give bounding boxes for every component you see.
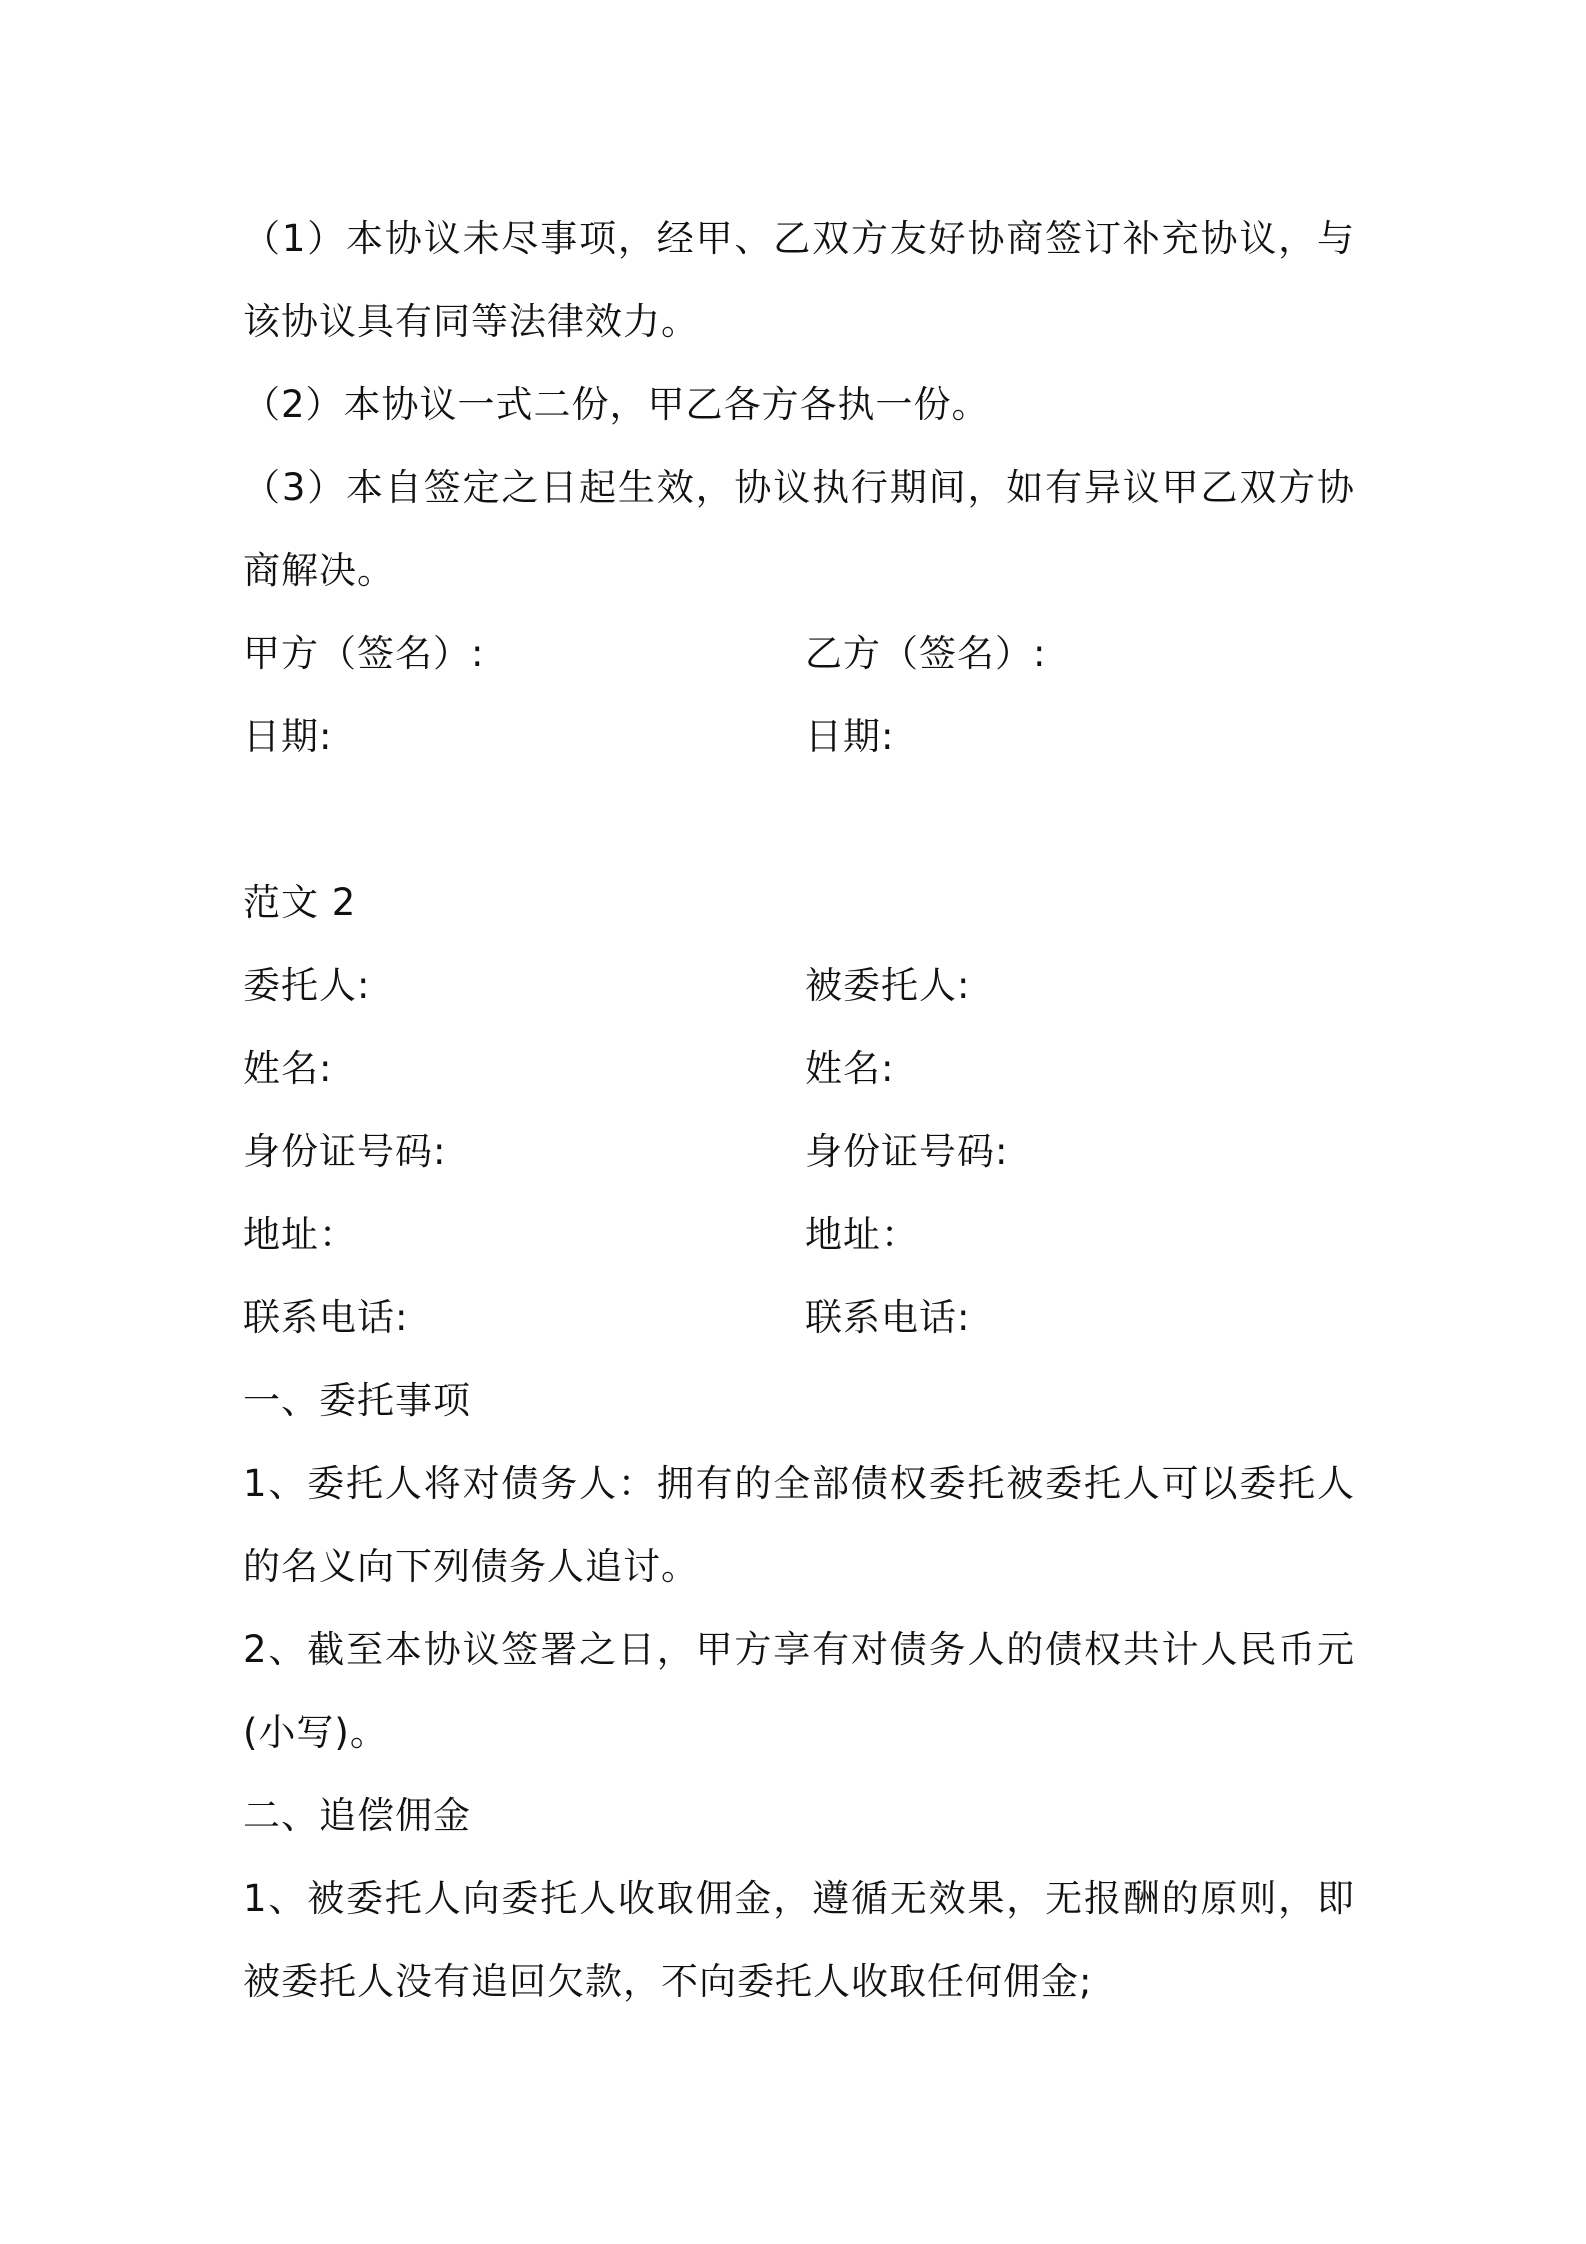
principal-phone-label: 联系电话: [243, 1296, 409, 1339]
agent-phone-label: 联系电话: [805, 1296, 971, 1339]
principal-address-label: 地址： [243, 1213, 357, 1256]
heading-commission: 二、追偿佣金 [243, 1794, 471, 1837]
section2-item-1: 1、被委托人向委托人收取佣金，遵循无效果，无报酬的原则，即被委托人没有追回欠款，不向委托人收取任何佣金; [243, 1877, 1355, 2003]
principal-name-label: 姓名: [243, 1047, 333, 1090]
agent-name-label: 姓名: [805, 1047, 895, 1090]
party-b-sign-label: 乙方（签名）: [805, 632, 1047, 675]
date-b-label: 日期: [805, 715, 895, 758]
form-row-principal [243, 944, 1355, 1027]
form-row-phone [243, 1276, 1355, 1359]
form-row-name [243, 1027, 1355, 1110]
agent-label: 被委托人: [805, 964, 971, 1007]
clause-3: （3）本自签定之日起生效，协议执行期间，如有异议甲乙双方协商解决。 [243, 466, 1355, 592]
principal-id-label: 身份证号码: [243, 1130, 447, 1173]
date-row [243, 695, 1355, 778]
clause-1: （1）本协议未尽事项，经甲、乙双方友好协商签订补充协议，与该协议具有同等法律效力。 [243, 217, 1355, 343]
section-title: 范文 2 [243, 881, 357, 924]
document-body [243, 197, 1355, 2023]
clause-2: （2）本协议一式二份，甲乙各方各执一份。 [243, 383, 990, 426]
date-a-label: 日期: [243, 715, 333, 758]
agent-address-label: 地址： [805, 1213, 919, 1256]
form-row-address [243, 1193, 1355, 1276]
section1-item-1: 1、委托人将对债务人：拥有的全部债权委托被委托人可以委托人的名义向下列债务人追讨。 [243, 1462, 1355, 1588]
signature-row [243, 612, 1355, 695]
principal-label: 委托人: [243, 964, 371, 1007]
form-row-id [243, 1110, 1355, 1193]
heading-entrusted-matters: 一、委托事项 [243, 1379, 471, 1422]
spacer [243, 778, 1355, 861]
party-a-sign-label: 甲方（签名）: [243, 632, 485, 675]
section1-item-2: 2、截至本协议签署之日，甲方享有对债务人的债权共计人民币元(小写)。 [243, 1628, 1355, 1754]
agent-id-label: 身份证号码: [805, 1130, 1009, 1173]
